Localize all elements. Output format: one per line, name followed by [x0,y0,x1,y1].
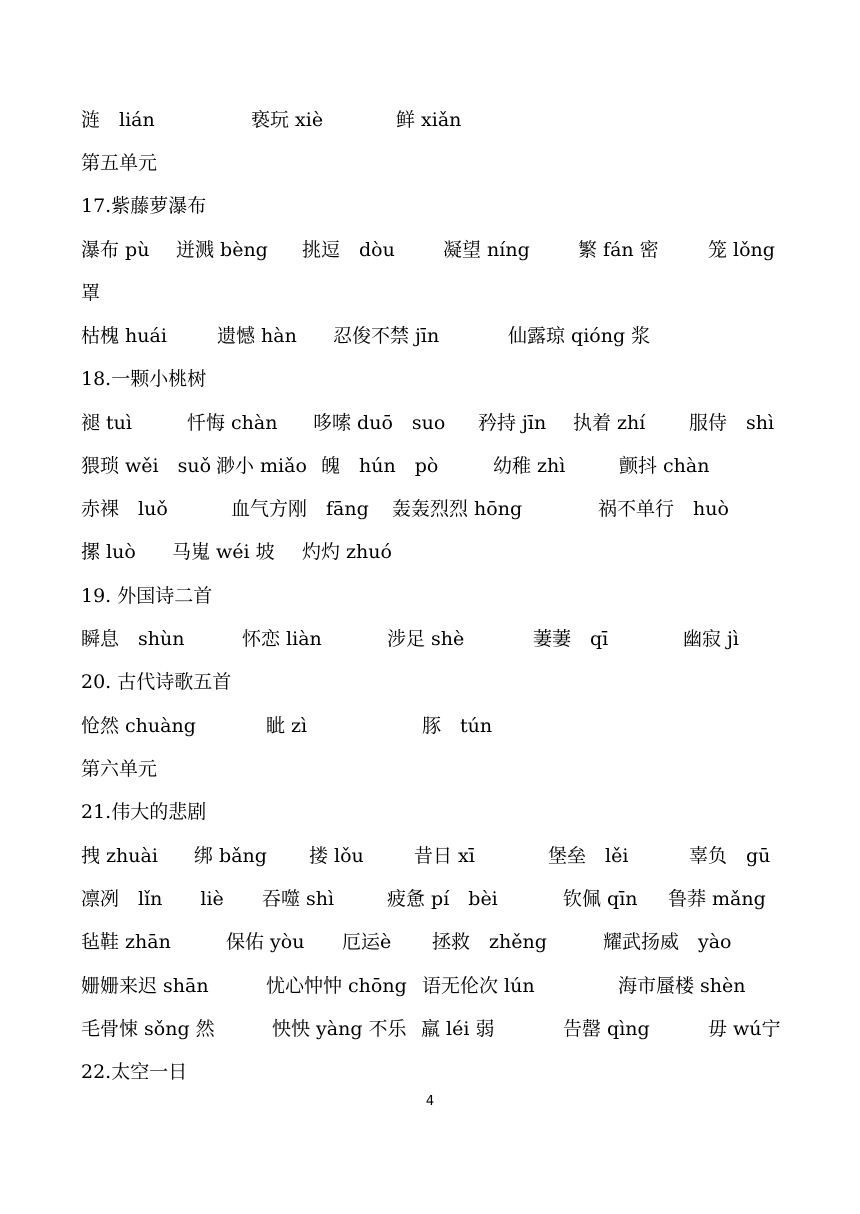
vocab-entry: 忏悔 chàn [187,412,278,434]
vocab-entry: 仙露琼 qióng 浆 [508,325,651,347]
vocab-entry: 毋 wú宁 [708,1018,781,1040]
lesson-heading: 20. 古代诗歌五首 [81,671,232,693]
vocab-entry: 姗姗来迟 shān [81,975,209,997]
vocab-entry: 血气方刚 fāng [231,498,369,520]
vocab-entry: 魄 hún pò [321,455,439,477]
lesson-heading: 17.紫藤萝瀑布 [81,195,207,217]
vocab-entry: 瀑布 pù [81,239,150,261]
unit-heading: 第六单元 [81,758,158,780]
vocab-entry: 矜持 jīn [478,412,547,434]
vocab-entry: 忍俊不禁 jīn [333,325,440,347]
text-line [0,971,860,1001]
vocab-entry: 怏怏 yàng 不乐 [272,1018,407,1040]
vocab-entry: 幼稚 zhì [493,455,566,477]
vocab-entry: 绑 bǎng [194,845,267,867]
vocab-entry: 幽寂 jì [683,628,740,650]
lesson-heading: 22.太空一日 [81,1061,188,1083]
vocab-entry: 褪 tuì [81,412,132,434]
vocab-entry: 毡鞋 zhān [81,931,171,953]
vocab-entry: 羸 léi 弱 [421,1018,495,1040]
vocab-entry: 保佑 yòu [226,931,305,953]
text-line [0,537,860,567]
vocab-entry: 渺小 miǎo [216,455,307,477]
text-line [0,451,860,481]
vocab-entry: 厄运è [342,931,392,953]
text-line [0,624,860,654]
vocab-entry: 服侍 shì [689,412,775,434]
vocab-entry: 祸不单行 huò [598,498,729,520]
vocab-entry: 轰轰烈烈 hōng [392,498,523,520]
vocab-entry: 告罄 qìng [563,1018,650,1040]
text-line [0,105,860,135]
vocab-entry: 忧心忡忡 chōng [266,975,407,997]
text-line [0,927,860,957]
unit-heading: 第五单元 [81,152,158,174]
vocab-entry: 疲惫 pí bèi [387,888,498,910]
vocab-entry: 耀武扬威 yào [603,931,732,953]
vocab-entry: 涉足 shè [387,628,465,650]
vocab-entry: 凛冽 lǐn liè [81,888,224,910]
vocab-entry: 萋萋 qī [533,628,609,650]
page-number: 4 [425,1094,435,1109]
text-line [0,711,860,741]
vocab-entry: 哆嗦 duō suo [313,412,446,434]
vocab-entry: 笼 lǒng [708,239,775,261]
text-line [0,884,860,914]
vocab-entry: 迸溅 bèng [176,239,268,261]
wrapped-text: 罩 [81,282,101,304]
vocab-entry: 灼灼 zhuó [302,541,392,563]
vocab-entry: 瞬息 shùn [81,628,185,650]
vocab-entry: 毛骨悚 sǒng 然 [81,1018,215,1040]
vocab-entry: 挑逗 dòu [302,239,395,261]
vocab-entry: 涟 lián [81,109,155,131]
vocab-entry: 枯槐 huái [81,325,167,347]
vocab-entry: 亵玩 xiè [251,109,324,131]
text-line [0,408,860,438]
vocab-entry: 豚 tún [422,715,493,737]
lesson-heading: 21.伟大的悲剧 [81,801,207,823]
vocab-entry: 颤抖 chàn [619,455,710,477]
text-line [0,841,860,871]
vocab-entry: 执着 zhí [573,412,646,434]
vocab-entry: 鲁莽 mǎng [668,888,766,910]
vocab-entry: 马嵬 wéi 坡 [172,541,275,563]
vocab-entry: 赤裸 luǒ [81,498,168,520]
vocab-entry: 吞噬 shì [262,888,335,910]
vocab-entry: 眦 zì [266,715,308,737]
text-line [0,235,860,265]
vocab-entry: 猥琐 wěi suǒ [81,455,212,477]
vocab-entry: 繁 fán 密 [578,239,659,261]
vocab-entry: 摞 luò [81,541,136,563]
text-line [0,321,860,351]
vocab-entry: 海市蜃楼 shèn [618,975,746,997]
lesson-heading: 19. 外国诗二首 [81,585,213,607]
vocab-entry: 遗憾 hàn [217,325,297,347]
vocab-entry: 钦佩 qīn [563,888,638,910]
vocab-entry: 语无伦次 lún [422,975,535,997]
vocab-entry: 怀恋 liàn [242,628,322,650]
vocab-entry: 凝望 níng [443,239,530,261]
vocab-entry: 鲜 xiǎn [396,109,462,131]
vocab-entry: 怆然 chuàng [81,715,196,737]
text-line [0,1014,860,1044]
lesson-heading: 18.一颗小桃树 [81,368,207,390]
text-line [0,494,860,524]
vocab-entry: 拽 zhuài [81,845,158,867]
vocab-entry: 昔日 xī [414,845,475,867]
vocab-entry: 搂 lǒu [309,845,364,867]
vocab-entry: 辜负 gū [689,845,771,867]
vocab-entry: 堡垒 lěi [548,845,629,867]
vocab-entry: 拯救 zhěng [432,931,547,953]
